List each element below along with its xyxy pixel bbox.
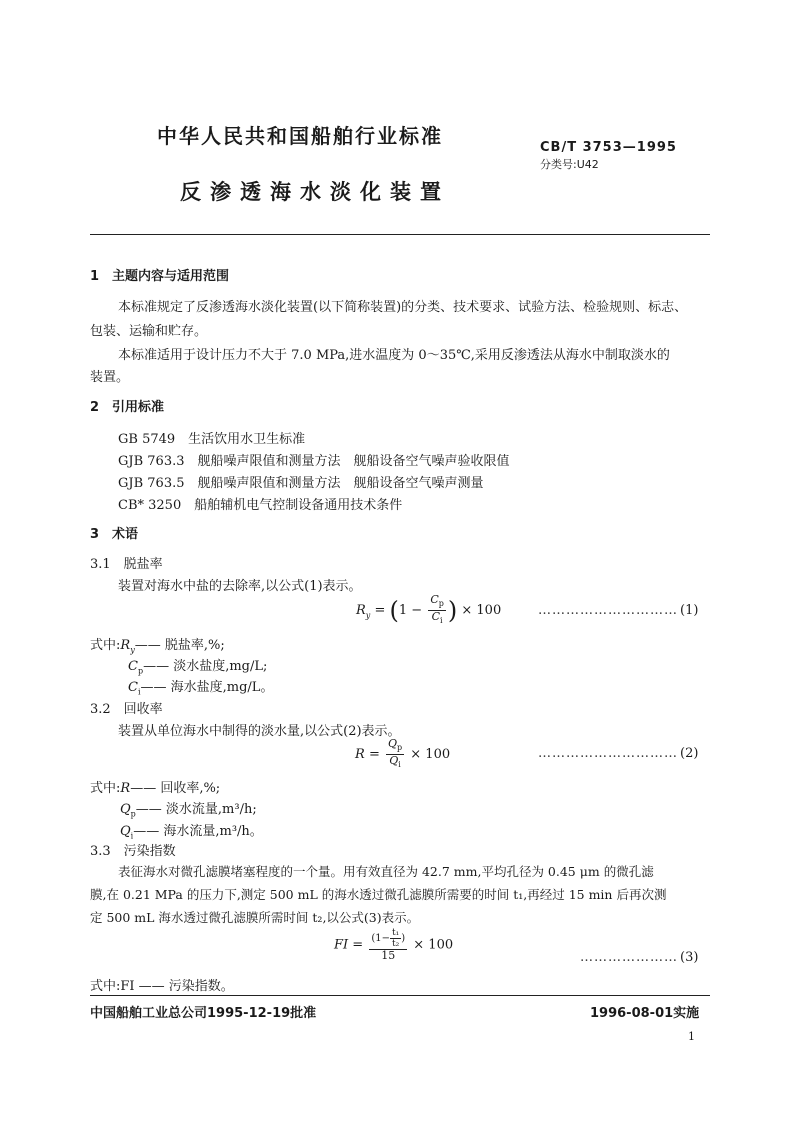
formula-1-fraction: $\frac{C_p}{C_i}$ bbox=[430, 593, 444, 626]
term-3-2-heading: 3.2 回收率 bbox=[90, 702, 163, 717]
formula-3-leader: ………………… bbox=[580, 950, 678, 965]
approval-line: 中国船舶工业总公司1995-12-19批准 bbox=[90, 1006, 317, 1021]
section-1-para2-line1: 本标准适用于设计压力不大于 7.0 MPa,进水温度为 0～35℃,采用反渗透法从海水中制取淡水的 bbox=[118, 348, 670, 363]
formula-3-fraction: (1− $\frac{\text{t₁}}{\text{t₂}}$ ) 15 bbox=[371, 928, 406, 962]
formula-3: FI = (1− $\frac{\text{t₁}}{\text{t₂}}$ ) 15 × 100 bbox=[334, 928, 454, 962]
formula-1-where: 式中$:R_y——$ 脱盐率,%; bbox=[90, 638, 225, 655]
classification-number: 分类号:U42 bbox=[540, 158, 599, 171]
formula-3-label: (3) bbox=[680, 950, 699, 965]
formula-2-fraction: $\frac{Q_p}{Q_i}$ bbox=[387, 737, 403, 770]
term-3-2-description: 装置从单位海水中制得的淡水量,以公式(2)表示。 bbox=[118, 724, 401, 739]
formula-2-def: $Q_p——$ 淡水流量,m³/h; bbox=[120, 802, 257, 819]
reference-item: CB* 3250 船舶辅机电气控制设备通用技术条件 bbox=[118, 498, 403, 513]
term-3-3-heading: 3.3 污染指数 bbox=[90, 844, 176, 859]
section-1-para1-line2: 包装、运输和贮存。 bbox=[90, 324, 208, 339]
term-3-3-para-line3: 定 500 mL 海水透过微孔滤膜所需时间 t₂,以公式(3)表示。 bbox=[90, 910, 420, 925]
section-1-para2-line2: 装置。 bbox=[90, 370, 130, 385]
formula-3-where: 式中:FI —— 污染指数。 bbox=[90, 979, 234, 994]
term-3-1-description: 装置对海水中盐的去除率,以公式(1)表示。 bbox=[118, 579, 362, 594]
formula-1: $R_y = (1$ − $\frac{C_p}{C_i}$ ) × 100 bbox=[356, 593, 502, 626]
term-3-3-para-line2: 膜,在 0.21 MPa 的压力下,测定 500 mL 的海水透过微孔滤膜所需要的时间 t₁,再经过 15 min 后再次测 bbox=[90, 887, 667, 902]
issuing-standard-title: 中华人民共和国船舶行业标准 bbox=[157, 124, 443, 148]
formula-2-leader: ………………………… bbox=[538, 746, 678, 761]
formula-1-def: $C_p——$ 淡水盐度,mg/L; bbox=[128, 659, 268, 676]
formula-2-def: $Q_i——$ 海水流量,m³/h。 bbox=[120, 824, 263, 841]
reference-item: GJB 763.3 舰船噪声限值和测量方法 舰船设备空气噪声验收限值 bbox=[118, 454, 510, 469]
formula-2-label: (2) bbox=[680, 746, 699, 761]
standard-code: CB/T 3753—1995 bbox=[540, 140, 677, 155]
formula-1-leader: ………………………… bbox=[538, 603, 678, 618]
reference-item: GJB 763.5 舰船噪声限值和测量方法 舰船设备空气噪声测量 bbox=[118, 476, 484, 491]
term-3-1-heading: 3.1 脱盐率 bbox=[90, 557, 163, 572]
formula-1-lhs: R bbox=[356, 603, 366, 619]
section-1-heading: 1 主题内容与适用范围 bbox=[90, 269, 230, 284]
section-1-para1-line1: 本标准规定了反渗透海水淡化装置(以下简称装置)的分类、技术要求、试验方法、检验规则、标志、 bbox=[118, 300, 688, 315]
implementation-date: 1996-08-01实施 bbox=[590, 1006, 700, 1021]
reference-item: GB 5749 生活饮用水卫生标准 bbox=[118, 432, 306, 447]
section-2-heading: 2 引用标准 bbox=[90, 400, 165, 415]
page-number: 1 bbox=[688, 1030, 695, 1043]
header-divider bbox=[90, 234, 710, 235]
section-3-heading: 3 术语 bbox=[90, 527, 139, 542]
formula-1-label: (1) bbox=[680, 603, 699, 618]
footer-divider bbox=[90, 995, 710, 996]
term-3-3-para-line1: 表征海水对微孔滤膜堵塞程度的一个量。用有效直径为 42.7 mm,平均孔径为 0.45 μm 的微孔滤 bbox=[118, 864, 654, 879]
formula-1-def: $C_i——$ 海水盐度,mg/L。 bbox=[128, 680, 274, 697]
formula-2: R = $\frac{Q_p}{Q_i}$ × 100 bbox=[355, 737, 451, 770]
formula-2-where: 式中:R—— 回收率,%; bbox=[90, 781, 221, 796]
document-title: 反渗透海水淡化装置 bbox=[180, 180, 450, 204]
